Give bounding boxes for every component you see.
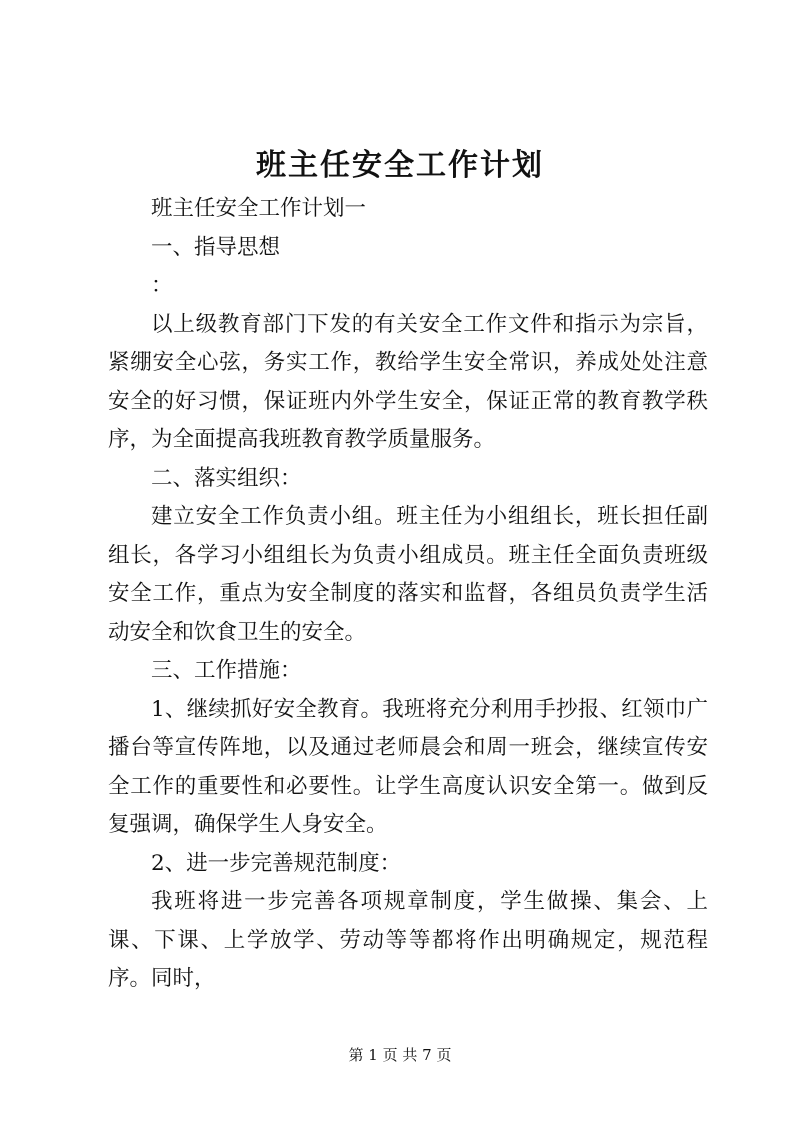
paragraph: 2、进一步完善规范制度：: [151, 850, 402, 876]
document-body: [108, 190, 708, 999]
paragraph: 建立安全工作负责小组。班主任为小组组长，班长担任副组长，各学习小组组长为负责小组成员。班主任全面负责班级安全工作，重点为安全制度的落实和监督，各组员负责学生活动安全和饮食卫生的安全。: [108, 504, 708, 645]
paragraph: 班主任安全工作计划一: [151, 196, 367, 221]
paragraph: 二、落实组织：: [151, 465, 302, 491]
document-title: 班主任安全工作计划: [256, 148, 544, 183]
paragraph: 三、工作措施：: [151, 658, 302, 683]
paragraph: 1、继续抓好安全教育。我班将充分利用手抄报、红领巾广播台等宣传阵地，以及通过老师晨会和周一班会，继续宣传安全工作的重要性和必要性。让学生高度认识安全第一。做到反复强调，确保学生人身安全。: [108, 696, 708, 837]
paragraph: 我班将进一步完善各项规章制度，学生做操、集会、上课、下课、上学放学、劳动等等都将作出明确规定，规范程序。同时，: [108, 889, 708, 991]
paragraph: 以上级教育部门下发的有关安全工作文件和指示为宗旨，紧绷安全心弦，务实工作，教给学生安全常识，养成处处注意安全的好习惯，保证班内外学生安全，保证正常的教育教学秩序，为全面提高我班教育教学质量服务。: [108, 311, 708, 452]
paragraph: ：: [151, 273, 173, 298]
page-footer: 第 1 页 共 7 页: [348, 1046, 452, 1064]
paragraph: 一、指导思想: [151, 234, 281, 260]
